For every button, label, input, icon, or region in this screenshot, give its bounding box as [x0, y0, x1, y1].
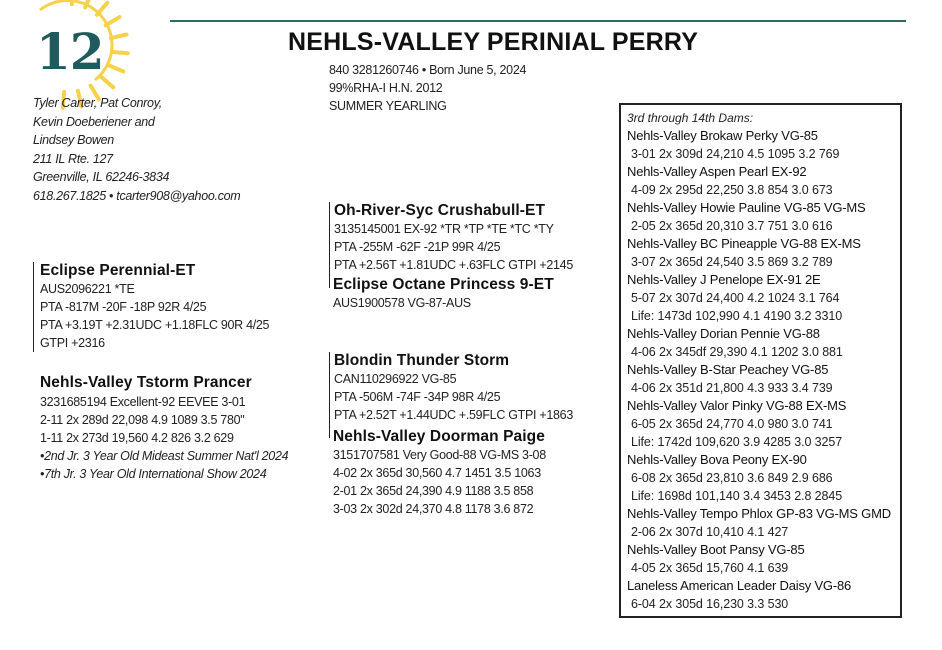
dams-dam-line: 2-01 2x 365d 24,390 4.9 1188 3.5 858: [333, 484, 534, 498]
sires-dam-name: Eclipse Octane Princess 9-ET: [333, 276, 554, 293]
consignor-line: 211 IL Rte. 127: [33, 151, 113, 166]
dam-name: Nehls-Valley Tstorm Prancer: [40, 374, 252, 391]
dams-dam-name: Nehls-Valley Doorman Paige: [333, 428, 545, 445]
dam-block: [40, 374, 288, 483]
dams-dam-line: 4-02 2x 365d 30,560 4.7 1451 3.5 1063: [333, 466, 541, 480]
dam-entry-record: 6-05 2x 365d 24,770 4.0 980 3.0 741: [631, 417, 833, 431]
sires-dam-block: [333, 276, 554, 312]
sun-ray: [109, 65, 124, 71]
dam-entry-name: Nehls-Valley J Penelope EX-91 2E: [627, 272, 821, 287]
dams-sire-line: PTA +2.52T +1.44UDC +.59FLC GTPI +1863: [334, 408, 573, 422]
sire-line: AUS2096221 *TE: [40, 282, 135, 296]
dam-entry-name: Nehls-Valley Howie Pauline VG-85 VG-MS: [627, 200, 866, 215]
sire-name: Eclipse Perennial-ET: [40, 262, 196, 279]
consignor-contact: 618.267.1825 • tcarter908@yahoo.com: [33, 188, 241, 203]
dam-entry-name: Nehls-Valley Boot Pansy VG-85: [627, 542, 805, 557]
dam-entry-record: 3-07 2x 365d 24,540 3.5 869 3.2 789: [631, 255, 833, 269]
dam-entry-name: Nehls-Valley BC Pineapple VG-88 EX-MS: [627, 236, 861, 251]
header-rule: [170, 20, 906, 22]
dam-line: 1-11 2x 273d 19,560 4.2 826 3.2 629: [40, 431, 234, 445]
dam-entry-record: 2-06 2x 307d 10,410 4.1 427: [631, 525, 789, 539]
dam-entry-record: 6-08 2x 365d 23,810 3.6 849 2.9 686: [631, 471, 833, 485]
sires-sire-line: PTA -255M -62F -21P 99R 4/25: [334, 240, 501, 254]
dams-dam-block: [333, 428, 546, 518]
sire-line: PTA -817M -20F -18P 92R 4/25: [40, 300, 207, 314]
dam-entry-name: Nehls-Valley Valor Pinky VG-88 EX-MS: [627, 398, 847, 413]
dam-entry-name: Nehls-Valley Dorian Pennie VG-88: [627, 326, 820, 341]
dam-entry-record: 6-04 2x 305d 16,230 3.3 530: [631, 597, 789, 611]
consignor-line: Lindsey Bowen: [33, 133, 114, 147]
dam-entry-name: Nehls-Valley Brokaw Perky VG-85: [627, 128, 818, 143]
dam-entry-record: 4-09 2x 295d 22,250 3.8 854 3.0 673: [631, 183, 833, 197]
sires-sire-line: PTA +2.56T +1.81UDC +.63FLC GTPI +2145: [334, 258, 573, 272]
dams-sire-block: [329, 352, 573, 438]
consignor-line: Greenville, IL 62246-3834: [33, 170, 170, 184]
dam-entry-name: Nehls-Valley B-Star Peachey VG-85: [627, 362, 829, 377]
sires-sire-line: 3135145001 EX-92 *TR *TP *TE *TC *TY: [334, 222, 554, 236]
dam-entry-name: Laneless American Leader Daisy VG-86: [627, 578, 852, 593]
animal-name: NEHLS-VALLEY PERINIAL PERRY: [288, 28, 699, 56]
dam-entry-record: 2-05 2x 365d 20,310 3.7 751 3.0 616: [631, 219, 833, 233]
dam-entry-name: Nehls-Valley Aspen Pearl EX-92: [627, 164, 807, 179]
sire-block: [33, 262, 269, 352]
dam-entry-name: Nehls-Valley Tempo Phlox GP-83 VG-MS GMD: [627, 506, 891, 521]
dams-dam-line: 3-03 2x 302d 24,370 4.8 1178 3.6 872: [333, 502, 534, 516]
dams-sire-name: Blondin Thunder Storm: [334, 352, 510, 369]
dams-dam-line: 3151707581 Very Good-88 VG-MS 3-08: [333, 448, 546, 462]
dam-entry-record: Life: 1698d 101,140 3.4 3453 2.8 2845: [631, 489, 843, 503]
dam-entry-record: 5-07 2x 307d 24,400 4.2 1024 3.1 764: [631, 291, 840, 305]
animal-class: SUMMER YEARLING: [329, 99, 447, 113]
dam-entry-record: 3-01 2x 309d 24,210 4.5 1095 3.2 769: [631, 147, 840, 161]
dam-honor: •2nd Jr. 3 Year Old Mideast Summer Nat'l 2024: [40, 449, 289, 463]
registration-birth: 840 3281260746 • Born June 5, 2024: [329, 63, 527, 77]
dams-list: [627, 110, 891, 613]
sires-sire-name: Oh-River-Syc Crushabull-ET: [334, 202, 546, 219]
dams-sire-line: PTA -506M -74F -34P 98R 4/25: [334, 390, 501, 404]
dam-entry-record: Life: 1742d 109,620 3.9 4285 3.0 3257: [631, 435, 843, 449]
dam-entry-record: 4-06 2x 345df 29,390 4.1 1202 3.0 881: [631, 345, 843, 359]
sun-ray: [112, 52, 128, 53]
dam-honor: •7th Jr. 3 Year Old International Show 2024: [40, 467, 267, 481]
dam-entry-name: Nehls-Valley Bova Peony EX-90: [627, 452, 807, 467]
lot-number: 12: [36, 22, 104, 81]
sire-line: PTA +3.19T +2.31UDC +1.18FLC 90R 4/25: [40, 318, 270, 332]
sun-ray: [111, 35, 127, 39]
dam-line: 3231685194 Excellent-92 EEVEE 3-01: [40, 395, 246, 409]
dam-entry-record: 4-05 2x 365d 15,760 4.1 639: [631, 561, 789, 575]
consignor-line: Kevin Doeberiener and: [33, 114, 155, 129]
dams-header: 3rd through 14th Dams:: [627, 111, 754, 125]
sires-dam-line: AUS1900578 VG-87-AUS: [333, 296, 471, 310]
rha-hn: 99%RHA-I H.N. 2012: [329, 81, 443, 95]
dam-entry-record: 4-06 2x 351d 21,800 4.3 933 3.4 739: [631, 381, 833, 395]
consignor-line: Tyler Carter, Pat Conroy,: [33, 96, 162, 110]
dams-sire-line: CAN110296922 VG-85: [334, 372, 457, 386]
sire-line: GTPI +2316: [40, 336, 105, 350]
dam-line: 2-11 2x 289d 22,098 4.9 1089 3.5 780": [40, 413, 245, 427]
consignor-block: [33, 94, 240, 205]
dam-entry-record: Life: 1473d 102,990 4.1 4190 3.2 3310: [631, 309, 843, 323]
